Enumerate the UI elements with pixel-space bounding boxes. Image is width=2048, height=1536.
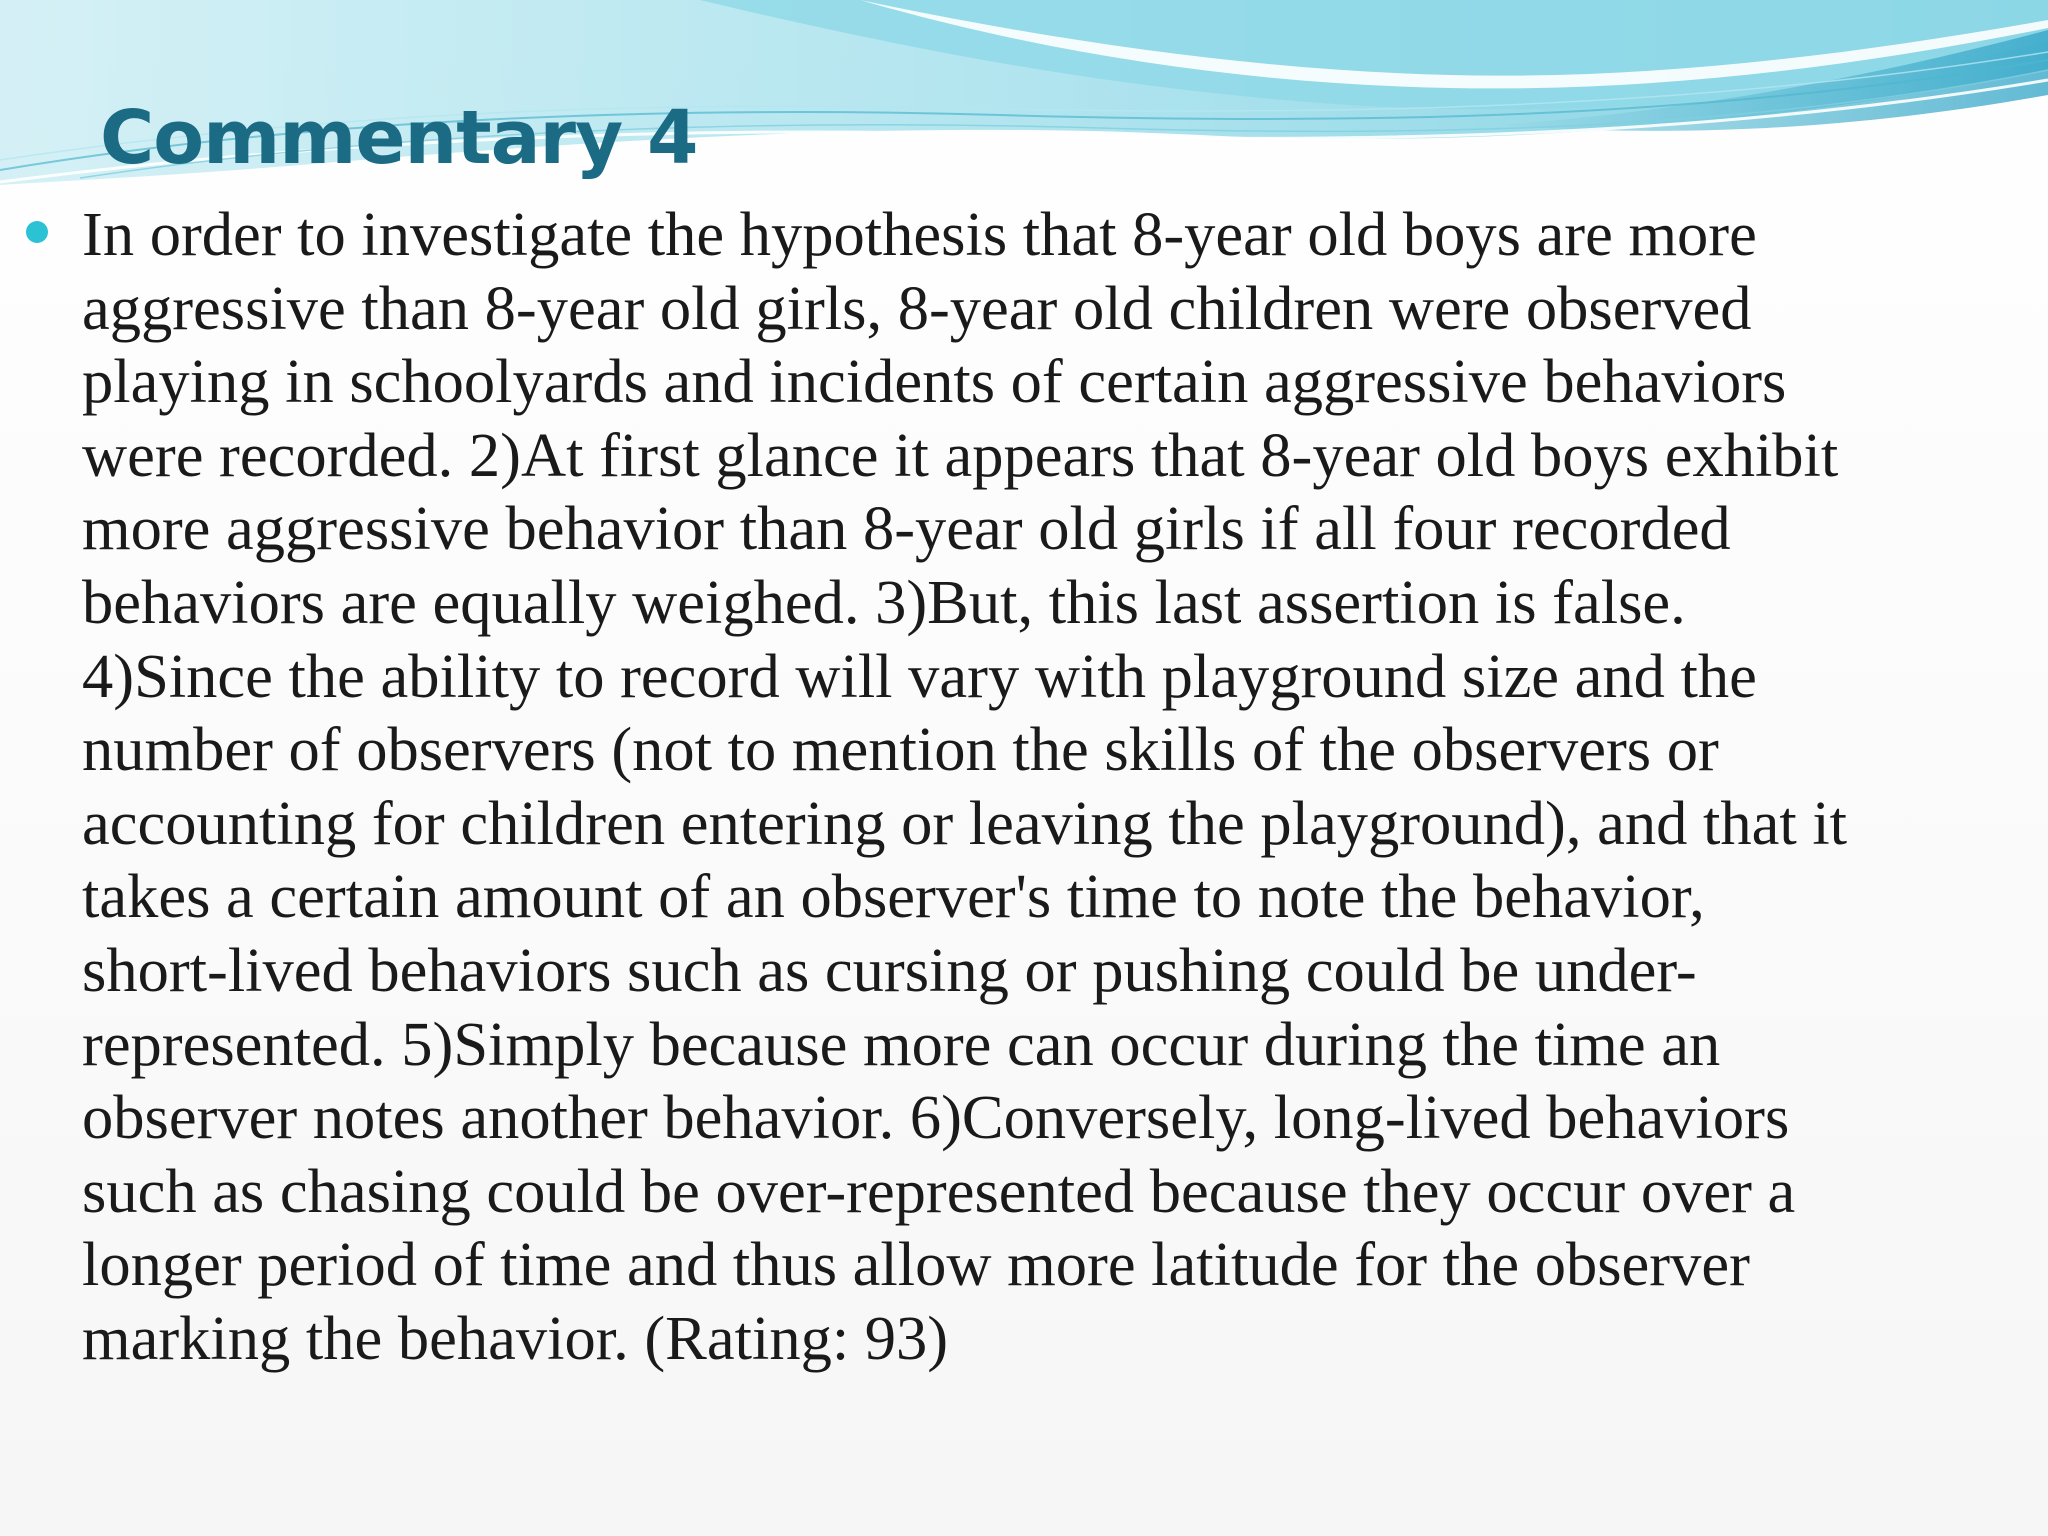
text-line: marking the behavior. (Rating: 93) <box>82 1302 949 1373</box>
text-line: observer notes another behavior. 6)Conversely, long-lived behaviors <box>82 1082 1790 1153</box>
bullet-item <box>0 198 2048 1376</box>
text-line: 4)Since the ability to record will vary with playground size and the <box>82 640 1757 711</box>
text-line: longer period of time and thus allow more latitude for the observer <box>82 1229 1750 1300</box>
text-line: such as chasing could be over-represented because they occur over a <box>82 1155 1796 1226</box>
text-line: more aggressive behavior than 8-year old girls if all four recorded <box>82 493 1731 564</box>
text-line: short-lived behaviors such as cursing or pushing could be under- <box>82 934 1697 1005</box>
text-line: In order to investigate the hypothesis that 8-year old boys are more <box>82 199 1757 269</box>
bullet-text <box>82 198 2012 1376</box>
text-line: number of observers (not to mention the skills of the observers or <box>82 714 1719 785</box>
text-line: accounting for children entering or leaving the playground), and that it <box>82 787 1848 858</box>
text-line: represented. 5)Simply because more can occur during the time an <box>82 1008 1721 1079</box>
text-line: aggressive than 8-year old girls, 8-year old children were observed <box>82 272 1752 343</box>
text-line: playing in schoolyards and incidents of certain aggressive behaviors <box>82 346 1787 417</box>
text-line: takes a certain amount of an observer's time to note the behavior, <box>82 861 1705 932</box>
text-line: were recorded. 2)At first glance it appears that 8-year old boys exhibit <box>82 419 1839 490</box>
bullet-list <box>0 198 2048 1376</box>
slide-title: Commentary 4 <box>100 95 698 181</box>
bullet-dot-icon <box>26 221 48 243</box>
text-line: behaviors are equally weighed. 3)But, this last assertion is false. <box>82 566 1686 637</box>
